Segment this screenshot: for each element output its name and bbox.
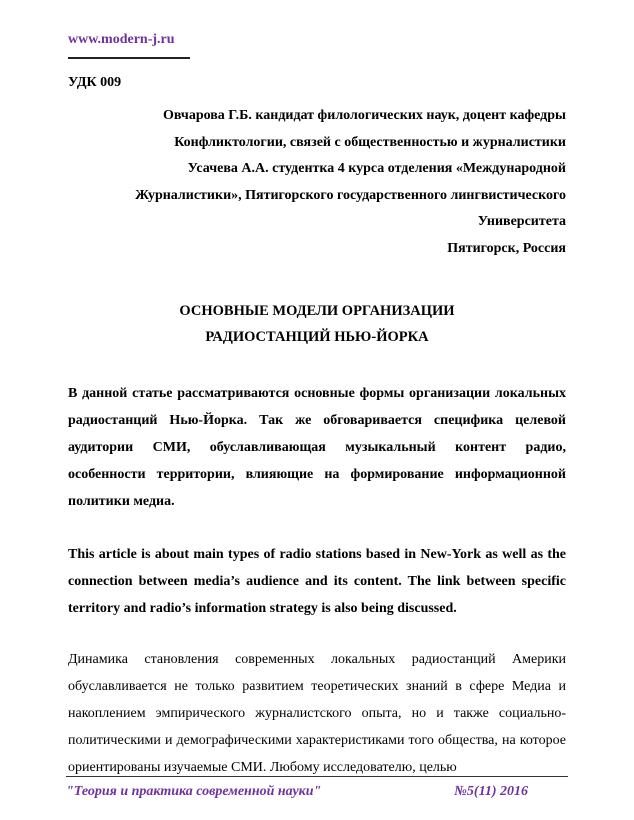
article-title-line: ОСНОВНЫЕ МОДЕЛИ ОРГАНИЗАЦИИ: [179, 303, 455, 319]
author-line: Университета: [477, 214, 566, 229]
udk-label: УДК 009: [68, 75, 122, 90]
page-footer: [66, 776, 568, 800]
article-title-line: РАДИОСТАНЦИЙ НЬЮ-ЙОРКА: [205, 329, 429, 345]
author-line: Усачева А.А. студентка 4 курса отделения «Международной: [187, 161, 566, 176]
author-line: Конфликтологии, связей с общественностью и журналистики: [174, 134, 566, 150]
author-line: Журналистики», Пятигорского государственного лингвистического: [135, 187, 566, 203]
site-link[interactable]: www.modern-j.ru: [68, 32, 175, 47]
author-line: Пятигорск, Россия: [447, 240, 566, 256]
body-paragraph: Динамика становления современных локальных радиостанций Америки обуславливается не только развитием теоретических знаний в сфере Медиа и накоплением эмпирического журналистского опыта, но и также социально-политическими и демографическими характеристиками того общества, на которое ориентированы изучаемые СМИ. Любому исследователю, целью: [68, 652, 566, 775]
abstract-english: This article is about main types of radio stations based in New-York as well as the connection between media’s audience and its content. The link between specific territory and radio’s information strategy is also being discussed.: [68, 547, 566, 616]
header-rule: [68, 57, 190, 59]
article-title: [68, 298, 566, 350]
abstract-russian: В данной статье рассматриваются основные формы организации локальных радиостанций Нью-Йорка. Так же обговаривается специфика целевой аудитории СМИ, обуславливающая музыкальный контент радио, особенности территории, влияющие на формирование информационной политики медиа.: [68, 386, 566, 509]
journal-name: "Теория и практика современной науки": [66, 784, 322, 799]
authors-block: [68, 103, 566, 262]
issue-number: №5(11) 2016: [454, 784, 528, 799]
page-header: [68, 30, 566, 59]
author-line: Овчарова Г.Б. кандидат филологических наук, доцент кафедры: [163, 108, 566, 123]
